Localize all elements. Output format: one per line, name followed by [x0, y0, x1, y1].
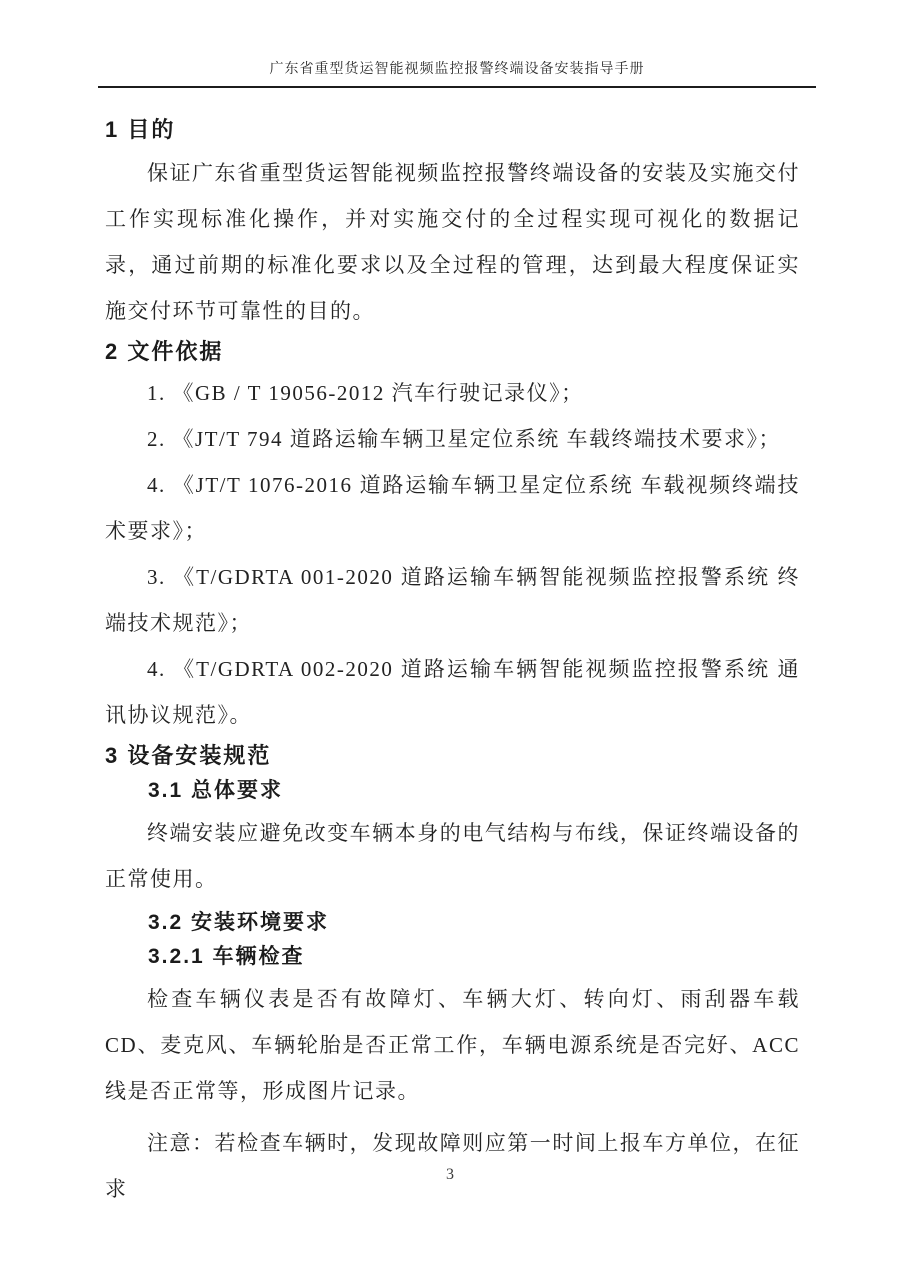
subsection-heading-environment-requirements: 3.2 安装环境要求: [148, 911, 330, 934]
running-header-title: 广东省重型货运智能视频监控报警终端设备安装指导手册: [269, 62, 645, 77]
reference-item: 3. 《T/GDRTA 001-2020 道路运输车辆智能视频监控报警系统 终端技术规范》；: [105, 565, 800, 635]
reference-item: 2. 《JT/T 794 道路运输车辆卫星定位系统 车载终端技术要求》；: [147, 427, 782, 451]
header-rule: [98, 86, 816, 88]
reference-list: [105, 370, 800, 738]
page-number: 3: [446, 1166, 454, 1183]
subsection-heading-general-requirements: 3.1 总体要求: [148, 779, 284, 802]
paragraph-general-requirements: 终端安装应避免改变车辆本身的电气结构与布线，保证终端设备的正常使用。: [105, 821, 800, 891]
document-body: [0, 116, 900, 1212]
paragraph-vehicle-inspection: 检查车辆仪表是否有故障灯、车辆大灯、转向灯、雨刮器车载 CD、麦克风、车辆轮胎是否正常工作，车辆电源系统是否完好、ACC 线是否正常等，形成图片记录。: [105, 987, 800, 1103]
section-heading-purpose: 1 目的: [105, 117, 176, 142]
paragraph-purpose: 保证广东省重型货运智能视频监控报警终端设备的安装及实施交付工作实现标准化操作，并对实施交付的全过程实现可视化的数据记录，通过前期的标准化要求以及全过程的管理，达到最大程度保证实施交付环节可靠性的目的。: [105, 161, 800, 323]
page-header: [0, 0, 900, 84]
reference-item: 4. 《JT/T 1076-2016 道路运输车辆卫星定位系统 车载视频终端技术要求》；: [105, 473, 800, 543]
subsection-heading-vehicle-inspection: 3.2.1 车辆检查: [148, 945, 305, 968]
paragraph-note: 注意：若检查车辆时，发现故障则应第一时间上报车方单位，在征求: [105, 1131, 800, 1201]
reference-item: 4. 《T/GDRTA 002-2020 道路运输车辆智能视频监控报警系统 通讯协议规范》。: [105, 657, 800, 727]
section-heading-references: 2 文件依据: [105, 339, 224, 364]
section-heading-installation-spec: 3 设备安装规范: [105, 743, 272, 768]
reference-item: 1. 《GB / T 19056-2012 汽车行驶记录仪》；: [147, 381, 584, 405]
page-footer: [0, 1166, 900, 1184]
